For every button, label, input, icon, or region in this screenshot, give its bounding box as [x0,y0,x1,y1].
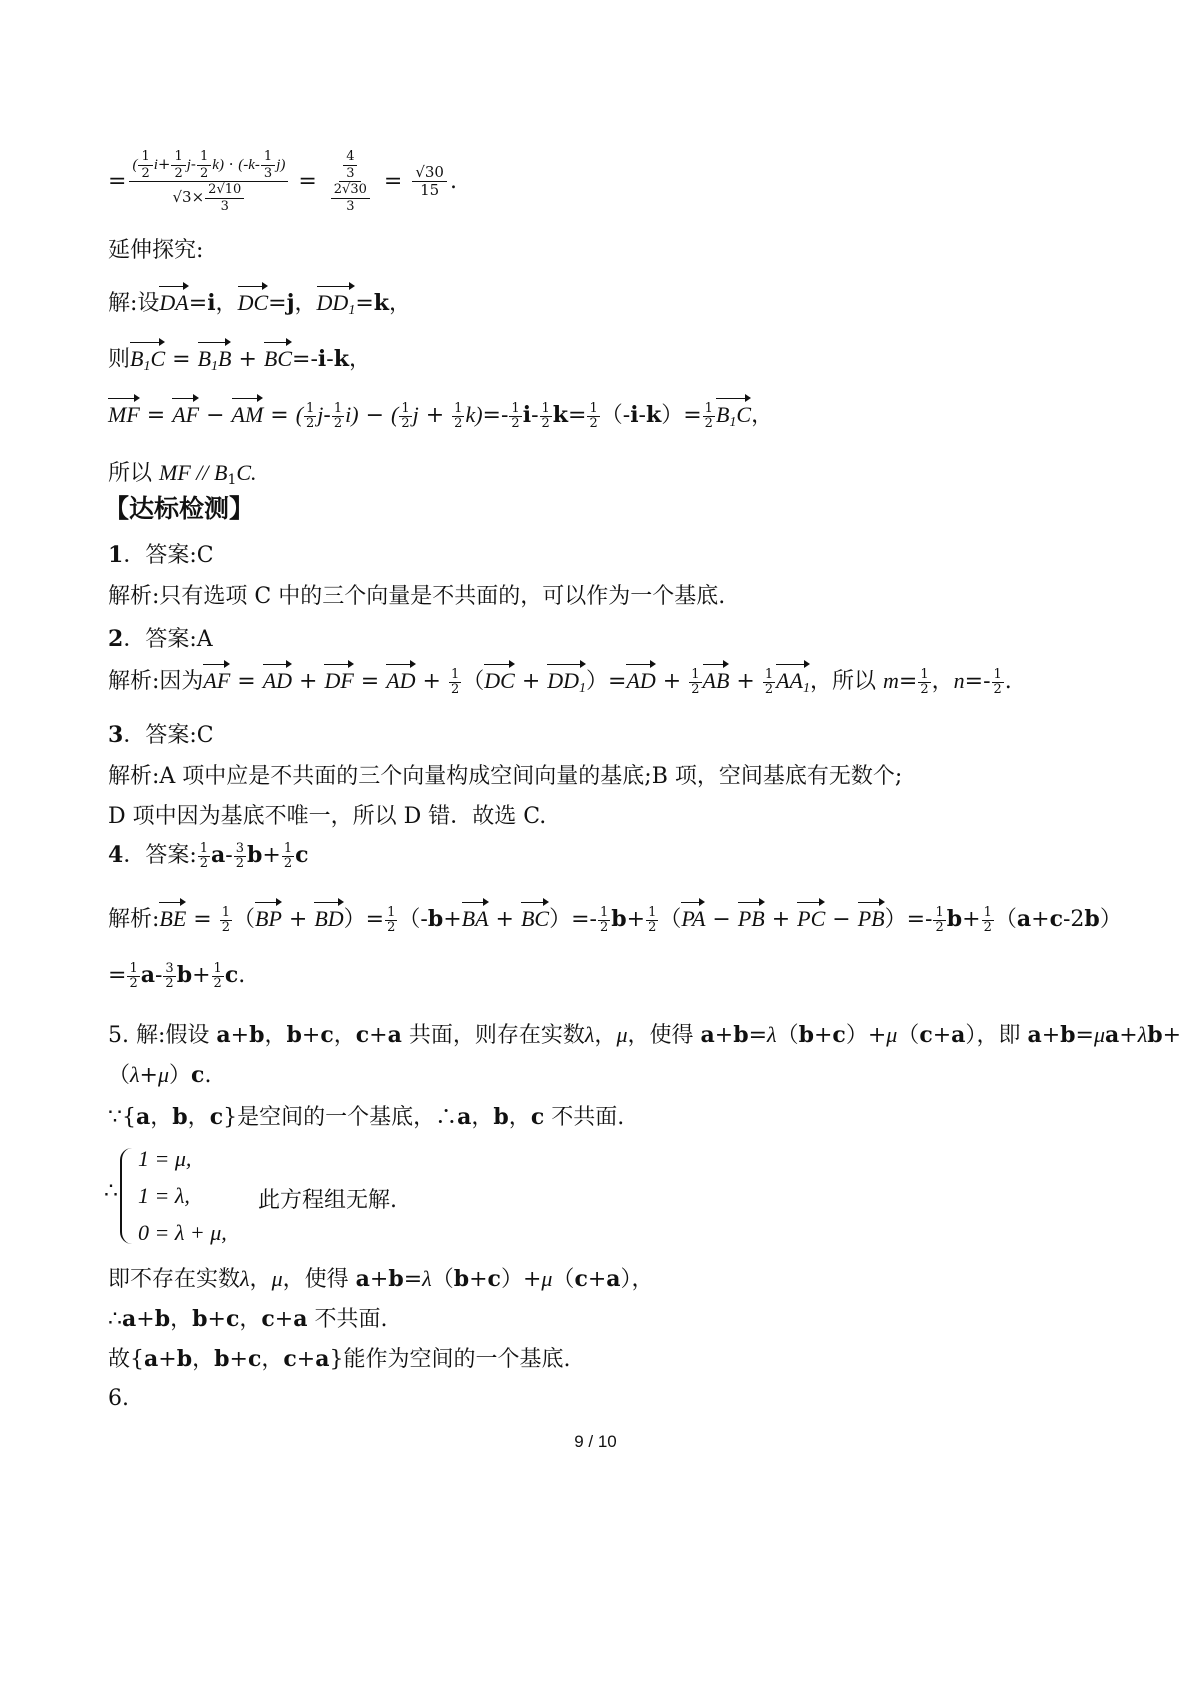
section-heading: 【达标检测】 [104,494,255,523]
q4-solution-1: 解析:BE = $\frac{1}{2}$ （BP + BD）= $\frac{1}{2}$ （-b+BA + BC）=- $\frac{1}{2}$ b+ $\frac{1}{2}$ （PA − PB + PC − PB）=- $\frac{1}{2}$ b+ $\frac{1}{2}$ （a+c-2b） [108,900,1122,934]
b1c-expression-line: 则$B_1C = B_1B + BC=-i-k$， [108,340,371,374]
q5-line-2: （λ+μ）c. [108,1062,212,1088]
q2-solution: 解析:因为AF = AD + DF = AD + $\frac{1}{2}$ $(DC + DD_1)=AD$ + $\frac{1}{2}$ AB + $\frac{1}{2}$ $AA_1$，所以 m= $\frac{1}{2}$ ，n=- $\frac{1}{2}$ . [108,662,1012,696]
system-note: 此方程组无解. [258,1188,397,1213]
big-fraction-2: $\frac{\frac{4}{3}}{\frac{2√30}{3}}$ [327,150,374,214]
q5-line-3: ∵{a，b，c}是空间的一个基底，∴a，b，c 不共面. [108,1104,625,1130]
q2-answer: 2．答案:A [108,626,213,652]
q3-solution-1: 解析:A 项中应是不共面的三个向量构成空间向量的基底;B 项，空间基底有无数个; [108,764,903,789]
q1-answer: 1．答案:C [108,542,214,568]
q5-line-6: ∴a+b，b+c，c+a 不共面. [108,1306,388,1332]
left-brace [120,1148,136,1244]
big-fraction-3: $\frac{√30}{15}$ [412,165,447,198]
q5-line-7: 故{a+b，b+c，c+a}能作为空间的一个基底. [108,1346,571,1372]
q3-answer: 3．答案:C [108,722,214,748]
q5-line-1: 5. 解:假设 a+b，b+c，c+a 共面，则存在实数λ，μ，使得 a+b=λ（b+c）+μ（c+a），即 a+b=μa+λb+ [108,1022,1182,1048]
q3-solution-2: D 项中因为基底不唯一，所以 D 错．故选 C. [108,804,547,829]
q4-answer: 4．答案: $\frac{1}{2}$ a- $\frac{3}{2}$ b+ $\frac{1}{2}$ c [108,841,309,871]
cosine-computation: = ( $\frac{1}{2}$ i+ $\frac{1}{2}$ j- $\frac{1}{2}$ k) · (-k- $\frac{1}{3}$ j) √3× $\frac{2√10}{3}$ = $\frac{\frac{4}{3}}{\frac{2√30}{3}}$ = $\frac{√30}{15}$ . [108,149,457,214]
solution-setup-line: 解:设DA=i，DC=j，$DD_1=k$， [108,284,411,318]
page-number: 9 / 10 [574,1432,617,1451]
mf-expression-line: MF = AF − AM = ( $\frac{1}{2}$ j- $\frac{1}{2}$ i) − ( $\frac{1}{2}$ j + $\frac{1}{2}$ k)=- $\frac{1}{2}$ i- $\frac{1}{2}$ k= $\frac{1}{2}$ （-i-k）= $\frac{1}{2}$ $B_1C$， [108,396,773,430]
parallel-conclusion: 所以 MF // B1C. [108,460,257,488]
q4-solution-2: = $\frac{1}{2}$ a- $\frac{3}{2}$ b+ $\frac{1}{2}$ c. [108,961,246,991]
q1-solution: 解析:只有选项 C 中的三个向量是不共面的，可以作为一个基底. [108,584,726,609]
q5-line-5: 即不存在实数λ，μ，使得 a+b=λ（b+c）+μ（c+a）， [108,1266,654,1292]
equation-system: ∴ 1 = μ, 1 = λ, 0 = λ + μ, 此方程组无解. [104,1146,397,1245]
extension-title: 延伸探究: [108,238,204,263]
big-fraction-1: ( $\frac{1}{2}$ i+ $\frac{1}{2}$ j- $\frac{1}{2}$ k) · (-k- $\frac{1}{3}$ j) √3× $\frac{2√10}{3}$ [129,150,288,214]
q6-number: 6. [108,1386,129,1411]
